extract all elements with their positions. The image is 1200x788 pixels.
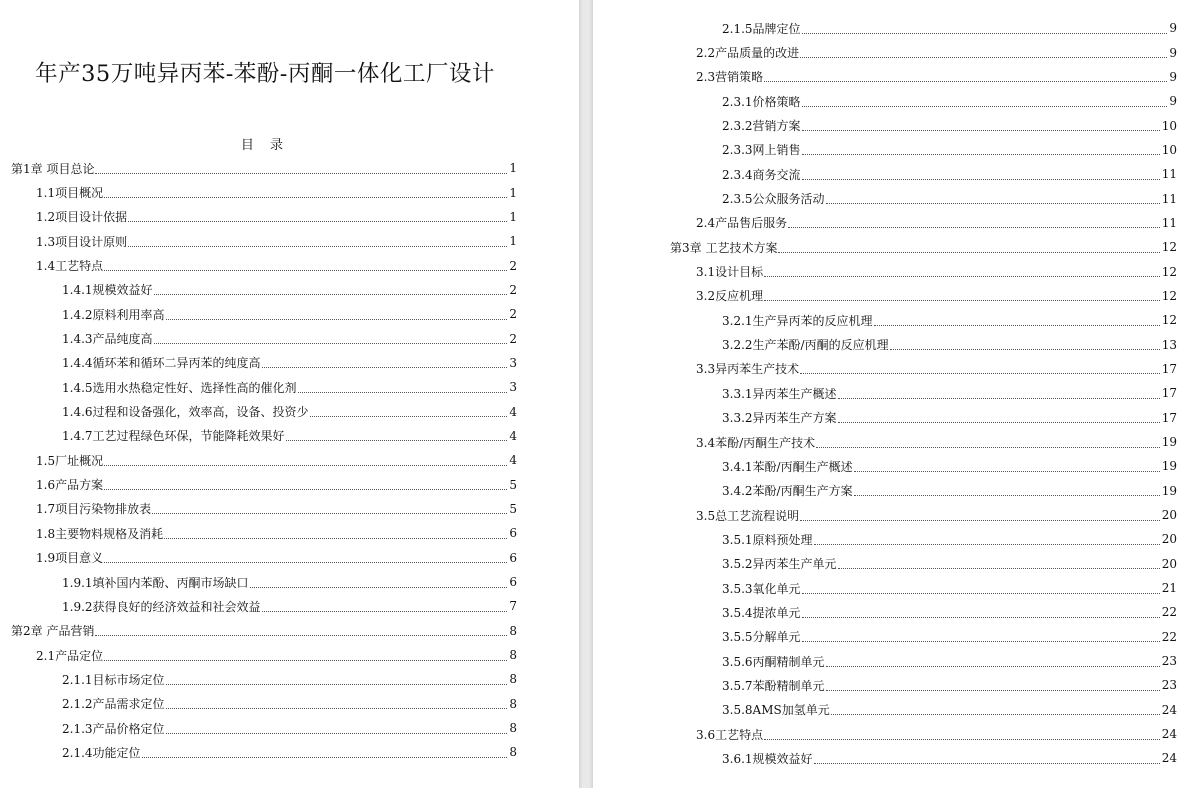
toc-leader-dots	[826, 665, 1160, 667]
toc-entry-page-number: 8	[509, 648, 517, 663]
toc-entry-page-number: 1	[509, 209, 517, 224]
toc-leader-dots	[874, 324, 1160, 326]
toc-entry[interactable]	[0, 253, 579, 277]
toc-entry[interactable]	[593, 381, 1200, 405]
toc-entry[interactable]	[593, 479, 1200, 503]
toc-entry-title: 2.1.1目标市场定位	[62, 672, 165, 687]
toc-entry-page-number: 2	[509, 331, 517, 346]
toc-entry-page-number: 23	[1161, 654, 1177, 669]
toc-entry[interactable]	[593, 576, 1200, 600]
toc-leader-dots	[814, 762, 1160, 764]
toc-entry-title: 3.3.2异丙苯生产方案	[722, 411, 837, 426]
toc-entry[interactable]	[593, 308, 1200, 332]
toc-entry[interactable]	[593, 357, 1200, 381]
toc-leader-dots	[104, 561, 507, 563]
toc-entry-title: 3.5.5分解单元	[722, 630, 801, 645]
toc-entry[interactable]	[0, 521, 579, 545]
toc-leader-dots	[800, 56, 1167, 58]
toc-entry-page-number: 17	[1161, 361, 1177, 376]
toc-list-right	[593, 16, 1200, 771]
toc-leader-dots	[764, 299, 1160, 301]
toc-entry-title: 1.4.3产品纯度高	[62, 332, 153, 347]
toc-entry[interactable]	[593, 235, 1200, 259]
toc-entry-title: 2.1产品定位	[36, 648, 104, 663]
toc-entry-title: 3.1设计目标	[696, 265, 764, 280]
toc-entry-page-number: 11	[1161, 191, 1177, 206]
toc-leader-dots	[802, 153, 1160, 155]
toc-entry-page-number: 2	[509, 258, 517, 273]
toc-leader-dots	[128, 220, 507, 222]
toc-leader-dots	[838, 397, 1160, 399]
toc-leader-dots	[104, 196, 507, 198]
toc-leader-dots	[854, 494, 1160, 496]
toc-entry[interactable]	[593, 113, 1200, 137]
toc-entry-title: 1.1项目概况	[36, 186, 104, 201]
toc-entry[interactable]	[593, 406, 1200, 430]
toc-entry[interactable]	[0, 156, 579, 180]
toc-entry-title: 3.3.1异丙苯生产概述	[722, 386, 837, 401]
toc-entry[interactable]	[593, 503, 1200, 527]
toc-leader-dots	[800, 372, 1160, 374]
toc-entry-page-number: 6	[509, 550, 517, 565]
toc-leader-dots	[262, 366, 507, 368]
toc-entry-title: 2.3.3网上销售	[722, 143, 801, 158]
toc-leader-dots	[778, 251, 1159, 253]
toc-entry-title: 2.3营销策略	[696, 70, 764, 85]
toc-entry[interactable]	[593, 89, 1200, 113]
toc-entry-page-number: 2	[509, 282, 517, 297]
toc-entry-title: 3.4.1苯酚/丙酮生产概述	[722, 459, 853, 474]
toc-entry-title: 3.5.6丙酮精制单元	[722, 654, 825, 669]
toc-leader-dots	[104, 269, 507, 271]
toc-entry-title: 1.6产品方案	[36, 478, 104, 493]
toc-entry-title: 1.4.6过程和设备强化，效率高，设备、投资少	[62, 405, 309, 420]
toc-leader-dots	[838, 421, 1160, 423]
toc-entry[interactable]	[593, 625, 1200, 649]
toc-entry[interactable]	[0, 716, 579, 740]
toc-leader-dots	[152, 512, 507, 514]
toc-entry[interactable]	[593, 16, 1200, 40]
toc-entry-title: 2.3.5公众服务活动	[722, 192, 825, 207]
toc-entry-page-number: 24	[1161, 727, 1177, 742]
toc-leader-dots	[764, 80, 1167, 82]
toc-leader-dots	[154, 293, 507, 295]
toc-entry-page-number: 12	[1161, 240, 1177, 255]
toc-entry-page-number: 1	[509, 161, 517, 176]
page-gutter	[579, 0, 593, 788]
toc-leader-dots	[802, 178, 1160, 180]
toc-entry-page-number: 17	[1161, 410, 1177, 425]
toc-entry[interactable]	[0, 740, 579, 764]
toc-entry-page-number: 12	[1161, 264, 1177, 279]
toc-entry-page-number: 24	[1161, 751, 1177, 766]
toc-leader-dots	[854, 470, 1160, 472]
toc-entry-title: 2.3.1价格策略	[722, 94, 801, 109]
toc-entry-page-number: 8	[509, 672, 517, 687]
toc-leader-dots	[800, 519, 1160, 521]
toc-leader-dots	[166, 683, 507, 685]
toc-entry[interactable]	[0, 692, 579, 716]
toc-entry-title: 2.1.4功能定位	[62, 745, 141, 760]
toc-entry-page-number: 2	[509, 307, 517, 322]
toc-entry[interactable]	[0, 205, 579, 229]
toc-entry-title: 2.1.3产品价格定位	[62, 721, 165, 736]
toc-entry-title: 1.4.5选用水热稳定性好、选择性高的催化剂	[62, 380, 297, 395]
toc-heading: 目 录	[240, 138, 290, 153]
toc-entry-page-number: 8	[509, 696, 517, 711]
toc-entry-page-number: 22	[1161, 629, 1177, 644]
toc-leader-dots	[802, 105, 1167, 107]
toc-entry-title: 3.4.2苯酚/丙酮生产方案	[722, 484, 853, 499]
toc-entry-title: 3.6工艺特点	[696, 727, 764, 742]
toc-leader-dots	[802, 129, 1160, 131]
toc-leader-dots	[802, 592, 1160, 594]
toc-entry[interactable]	[593, 186, 1200, 210]
toc-entry[interactable]	[593, 527, 1200, 551]
toc-entry[interactable]	[593, 332, 1200, 356]
toc-entry[interactable]	[0, 497, 579, 521]
toc-entry-page-number: 10	[1161, 118, 1177, 133]
toc-leader-dots	[802, 640, 1160, 642]
document-title: 年产35万吨异丙苯-苯酚-丙酮一体化工厂设计	[35, 61, 495, 87]
toc-entry-title: 1.4.2原料利用率高	[62, 307, 165, 322]
toc-leader-dots	[816, 446, 1160, 448]
toc-entry-title: 2.1.2产品需求定位	[62, 697, 165, 712]
toc-entry[interactable]	[0, 180, 579, 204]
toc-entry-title: 第1章 项目总论	[11, 161, 95, 176]
toc-entry-title: 1.4.1规模效益好	[62, 283, 153, 298]
toc-leader-dots	[164, 537, 507, 539]
toc-leader-dots	[166, 732, 507, 734]
toc-entry-title: 1.4.4循环苯和循环二异丙苯的纯度高	[62, 356, 261, 371]
toc-entry[interactable]	[0, 619, 579, 643]
toc-entry[interactable]	[593, 649, 1200, 673]
toc-entry-page-number: 5	[509, 477, 517, 492]
toc-leader-dots	[802, 32, 1167, 34]
toc-entry-page-number: 9	[1169, 45, 1177, 60]
toc-leader-dots	[262, 610, 507, 612]
toc-entry-title: 3.5.7苯酚精制单元	[722, 678, 825, 693]
document-page-right	[593, 0, 1200, 788]
toc-entry-title: 1.2项目设计依据	[36, 210, 128, 225]
toc-entry[interactable]	[593, 454, 1200, 478]
toc-entry-page-number: 12	[1161, 288, 1177, 303]
toc-entry-page-number: 9	[1169, 69, 1177, 84]
toc-entry[interactable]	[593, 65, 1200, 89]
toc-entry-page-number: 9	[1169, 94, 1177, 109]
toc-entry-page-number: 4	[509, 453, 517, 468]
toc-leader-dots	[764, 275, 1160, 277]
toc-entry-title: 第3章 工艺技术方案	[670, 240, 778, 255]
toc-entry-page-number: 4	[509, 404, 517, 419]
toc-entry-title: 第2章 产品营销	[11, 624, 95, 639]
toc-entry[interactable]	[593, 211, 1200, 235]
toc-leader-dots	[142, 756, 507, 758]
toc-entry[interactable]	[0, 351, 579, 375]
toc-entry[interactable]	[0, 375, 579, 399]
toc-entry-page-number: 11	[1161, 167, 1177, 182]
toc-list-left	[0, 156, 579, 765]
toc-leader-dots	[154, 342, 507, 344]
toc-entry-title: 2.4产品售后服务	[696, 216, 788, 231]
toc-entry-title: 1.9项目意义	[36, 551, 104, 566]
toc-leader-dots	[104, 659, 507, 661]
toc-entry[interactable]	[0, 278, 579, 302]
toc-entry-title: 3.5.2异丙苯生产单元	[722, 557, 837, 572]
toc-entry[interactable]	[593, 162, 1200, 186]
document-page-left	[0, 0, 579, 788]
toc-entry-page-number: 6	[509, 526, 517, 541]
toc-leader-dots	[250, 586, 507, 588]
toc-entry-page-number: 3	[509, 355, 517, 370]
toc-entry-title: 3.2反应机理	[696, 289, 764, 304]
toc-leader-dots	[802, 616, 1160, 618]
toc-entry-title: 3.5.1原料预处理	[722, 532, 813, 547]
toc-entry[interactable]	[593, 138, 1200, 162]
toc-entry-page-number: 13	[1161, 337, 1177, 352]
toc-leader-dots	[814, 543, 1160, 545]
toc-leader-dots	[166, 707, 507, 709]
toc-entry-title: 2.1.5品牌定位	[722, 21, 801, 36]
toc-entry-page-number: 10	[1161, 142, 1177, 157]
toc-entry-title: 3.5.3氧化单元	[722, 581, 801, 596]
toc-entry-page-number: 19	[1161, 459, 1177, 474]
toc-entry-page-number: 17	[1161, 386, 1177, 401]
toc-entry-page-number: 19	[1161, 435, 1177, 450]
toc-leader-dots	[128, 245, 507, 247]
toc-entry-title: 3.2.2生产苯酚/丙酮的反应机理	[722, 338, 889, 353]
toc-entry[interactable]	[593, 284, 1200, 308]
toc-entry[interactable]	[0, 229, 579, 253]
toc-entry-title: 1.9.1填补国内苯酚、丙酮市场缺口	[62, 575, 249, 590]
toc-entry-page-number: 8	[509, 721, 517, 736]
toc-entry[interactable]	[0, 472, 579, 496]
toc-entry-title: 3.2.1生产异丙苯的反应机理	[722, 313, 873, 328]
toc-entry-page-number: 4	[509, 428, 517, 443]
toc-entry-title: 1.4工艺特点	[36, 259, 104, 274]
toc-entry-page-number: 22	[1161, 605, 1177, 620]
toc-entry-page-number: 12	[1161, 313, 1177, 328]
toc-entry-page-number: 8	[509, 745, 517, 760]
toc-leader-dots	[826, 689, 1160, 691]
toc-leader-dots	[286, 439, 507, 441]
toc-entry[interactable]	[0, 546, 579, 570]
toc-leader-dots	[95, 172, 507, 174]
toc-entry[interactable]	[593, 746, 1200, 770]
toc-entry-title: 1.9.2获得良好的经济效益和社会效益	[62, 599, 261, 614]
toc-entry-page-number: 7	[509, 599, 517, 614]
toc-entry[interactable]	[0, 326, 579, 350]
toc-entry[interactable]	[0, 424, 579, 448]
toc-entry[interactable]	[593, 698, 1200, 722]
toc-entry[interactable]	[593, 259, 1200, 283]
toc-entry[interactable]	[593, 600, 1200, 624]
toc-entry-title: 3.5总工艺流程说明	[696, 508, 800, 523]
toc-leader-dots	[788, 226, 1160, 228]
toc-leader-dots	[890, 348, 1160, 350]
toc-entry-page-number: 20	[1161, 556, 1177, 571]
toc-leader-dots	[310, 415, 507, 417]
toc-entry-page-number: 11	[1161, 215, 1177, 230]
toc-entry-page-number: 9	[1169, 21, 1177, 36]
toc-leader-dots	[298, 391, 507, 393]
toc-entry-page-number: 3	[509, 380, 517, 395]
toc-entry-title: 2.2产品质量的改进	[696, 46, 800, 61]
toc-entry-page-number: 19	[1161, 483, 1177, 498]
toc-leader-dots	[95, 634, 507, 636]
toc-entry-page-number: 20	[1161, 508, 1177, 523]
toc-leader-dots	[838, 567, 1160, 569]
toc-leader-dots	[104, 464, 507, 466]
toc-entry[interactable]	[593, 552, 1200, 576]
toc-entry-page-number: 20	[1161, 532, 1177, 547]
toc-leader-dots	[764, 738, 1160, 740]
toc-entry-title: 3.6.1规模效益好	[722, 751, 813, 766]
toc-leader-dots	[831, 713, 1160, 715]
toc-entry-page-number: 6	[509, 575, 517, 590]
toc-entry-page-number: 5	[509, 501, 517, 516]
toc-entry-title: 3.5.4提浓单元	[722, 605, 801, 620]
toc-entry[interactable]	[0, 448, 579, 472]
toc-entry-page-number: 21	[1161, 581, 1177, 596]
toc-leader-dots	[826, 202, 1160, 204]
toc-entry[interactable]	[593, 430, 1200, 454]
toc-entry-page-number: 1	[509, 234, 517, 249]
toc-entry[interactable]	[0, 643, 579, 667]
toc-entry-page-number: 24	[1161, 702, 1177, 717]
toc-entry[interactable]	[593, 673, 1200, 697]
toc-entry-title: 2.3.4商务交流	[722, 167, 801, 182]
toc-entry[interactable]	[593, 40, 1200, 64]
toc-entry-title: 1.4.7工艺过程绿色环保，节能降耗效果好	[62, 429, 285, 444]
toc-leader-dots	[166, 318, 507, 320]
toc-entry[interactable]	[0, 594, 579, 618]
toc-entry-title: 1.8主要物料规格及消耗	[36, 526, 164, 541]
toc-entry-title: 3.4苯酚/丙酮生产技术	[696, 435, 816, 450]
toc-entry-page-number: 8	[509, 623, 517, 638]
toc-entry-title: 1.5厂址概况	[36, 453, 104, 468]
toc-entry-title: 3.3异丙苯生产技术	[696, 362, 800, 377]
toc-entry[interactable]	[0, 302, 579, 326]
toc-entry-title: 1.7项目污染物排放表	[36, 502, 152, 517]
toc-entry-title: 2.3.2营销方案	[722, 119, 801, 134]
toc-entry-page-number: 1	[509, 185, 517, 200]
toc-leader-dots	[104, 488, 507, 490]
toc-entry[interactable]	[593, 722, 1200, 746]
toc-entry-title: 1.3项目设计原则	[36, 234, 128, 249]
toc-entry[interactable]	[0, 667, 579, 691]
toc-entry[interactable]	[0, 570, 579, 594]
toc-entry[interactable]	[0, 399, 579, 423]
toc-entry-page-number: 23	[1161, 678, 1177, 693]
toc-entry-title: 3.5.8AMS加氢单元	[722, 703, 830, 718]
